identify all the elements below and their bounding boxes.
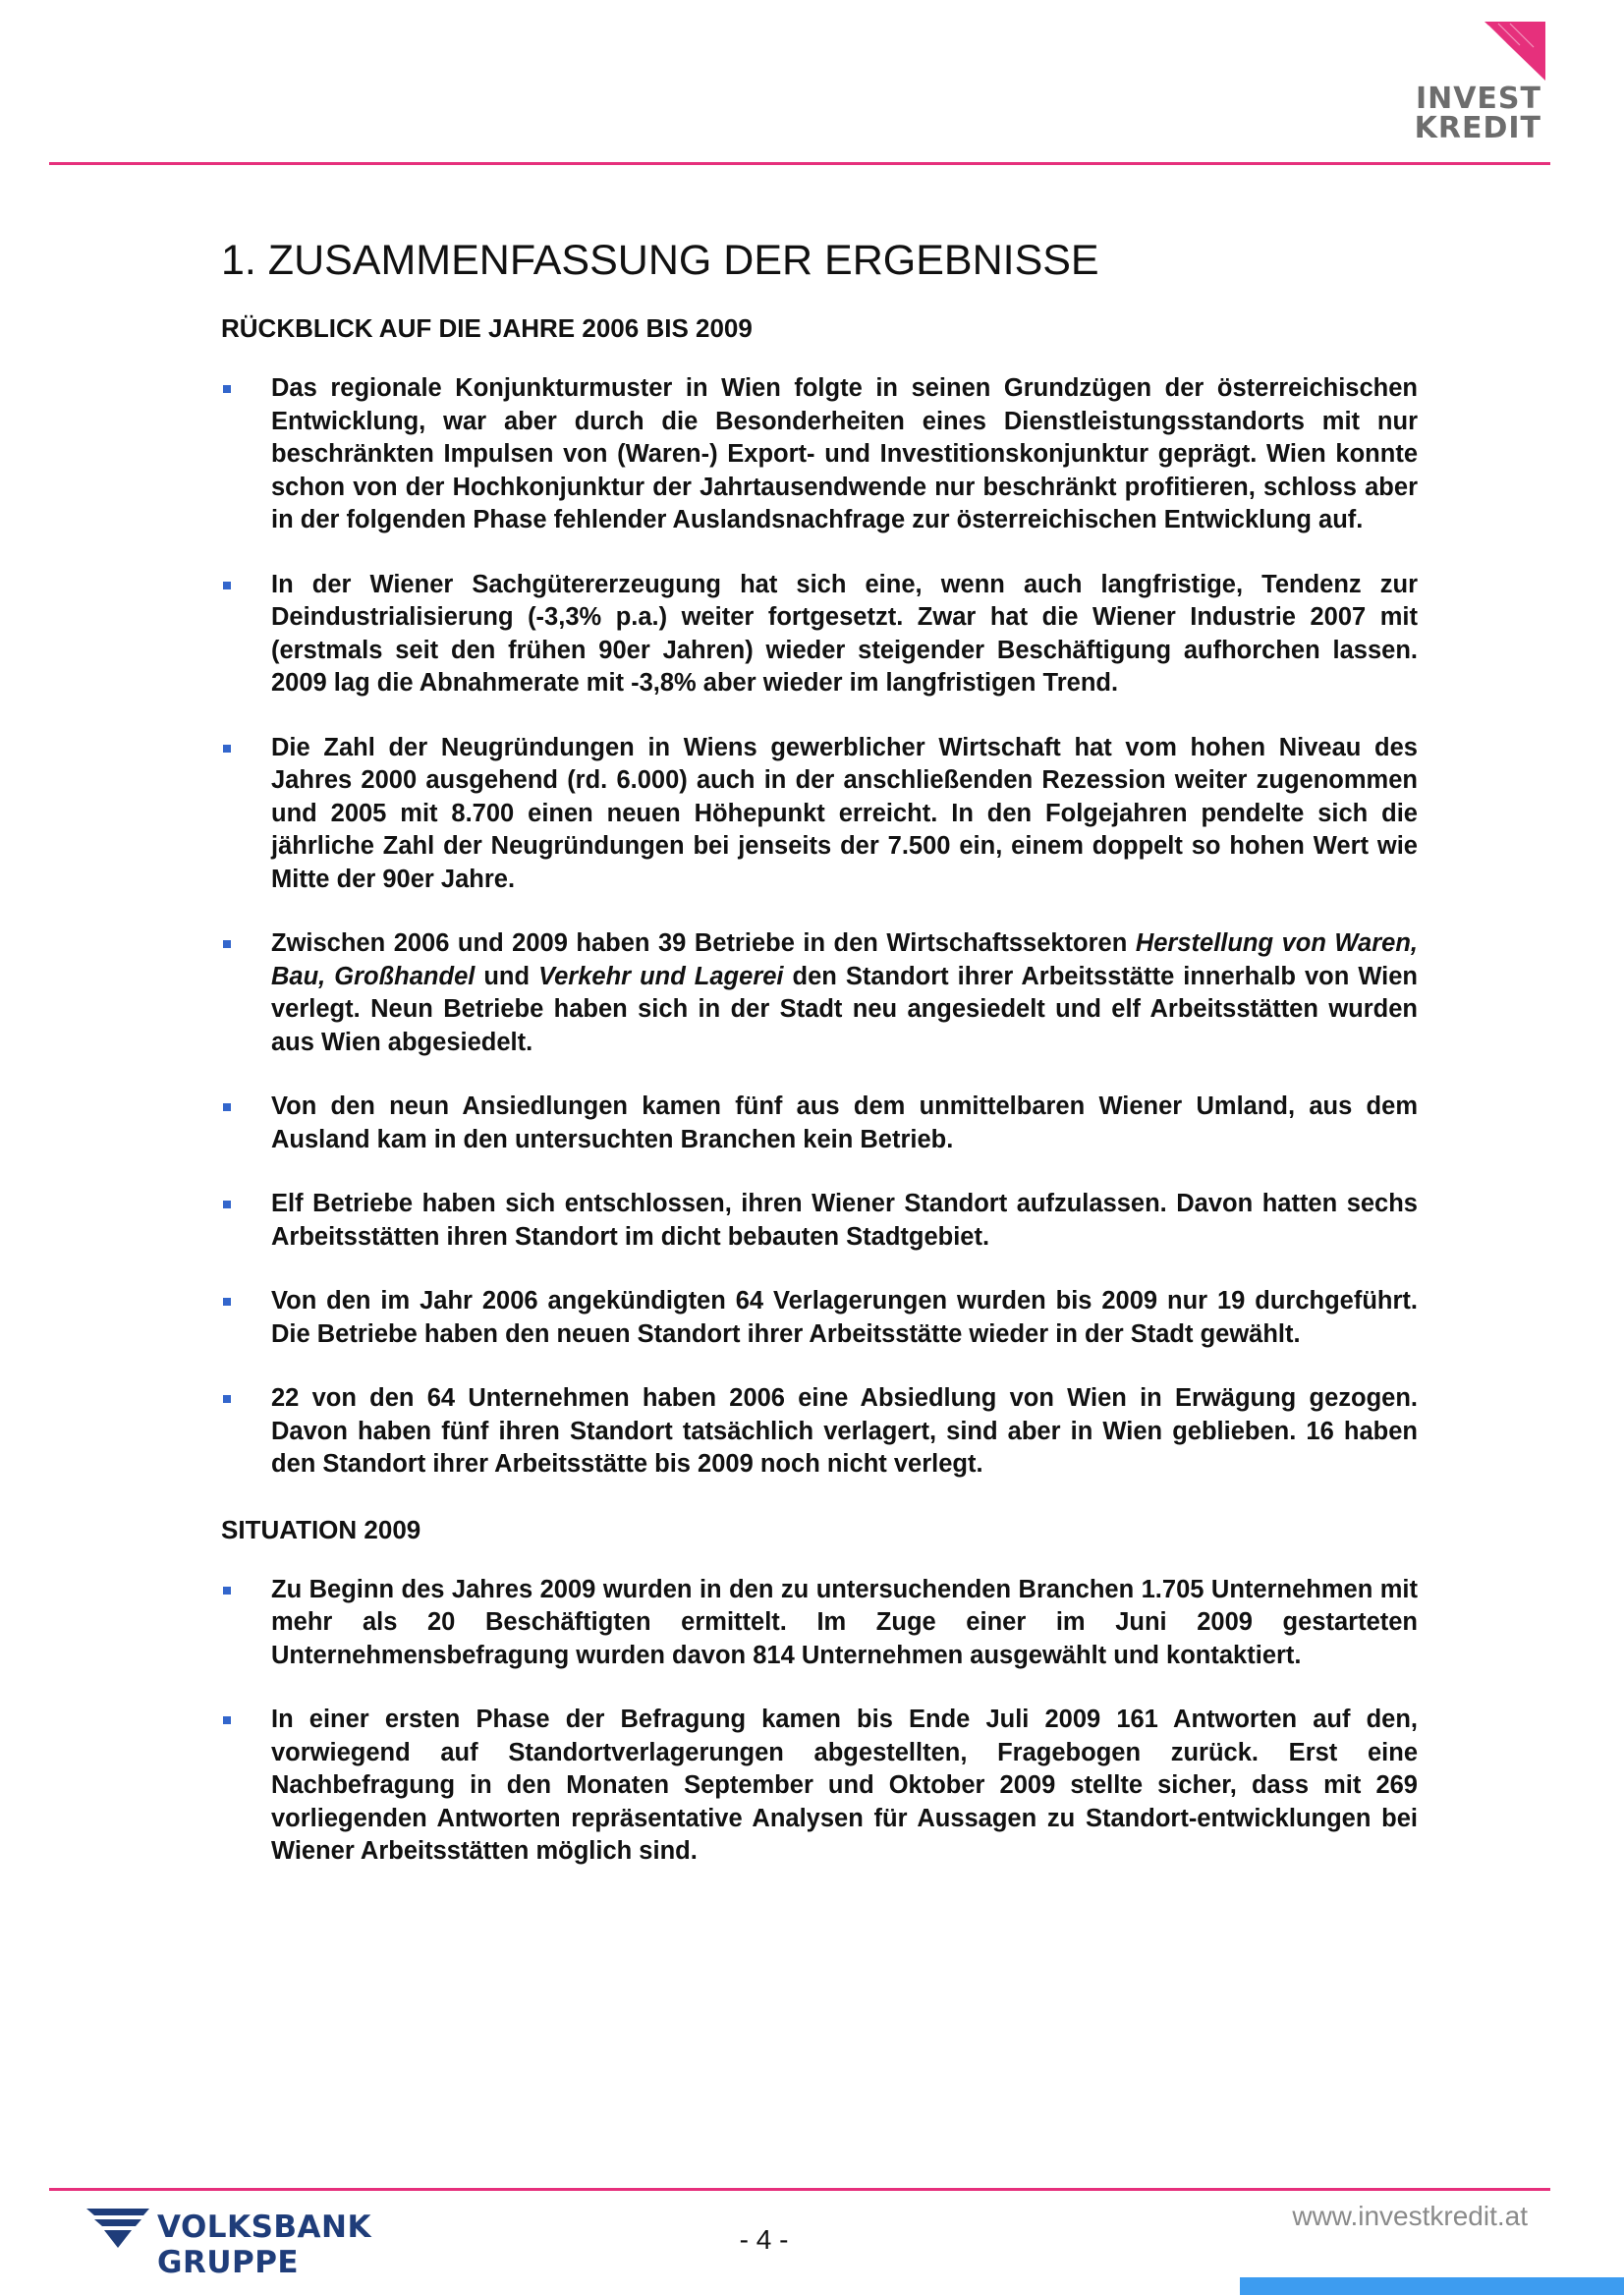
footer-divider <box>49 2188 1550 2191</box>
volksbank-brand-text: VOLKSBANK GRUPPE <box>157 2210 371 2280</box>
logo-text-invest: INVEST <box>1415 82 1541 116</box>
list-item-text: Die Zahl der Neugründungen in Wiens gewerblicher Wirtschaft hat vom hohen Niveau des Jahres 2000 ausgehend (rd. 6.000) auch in der anschließenden Rezession weiter zugenommen und 2005 mit 8.700 einen neuen Höhepunkt erreicht. In den Folgejahren pendelte sich die jährliche Zahl der Neugründungen bei jenseits der 7.500 ein, einem doppelt so hohen Wert wie Mitte der 90er Jahre. <box>271 733 1418 893</box>
rueckblick-list <box>221 372 1418 1482</box>
logo-text-kredit: KREDIT <box>1414 111 1541 145</box>
list-item <box>221 1091 1418 1156</box>
list-item-text: 22 von den 64 Unternehmen haben 2006 eine Absiedlung von Wien in Erwägung gezogen. Davon haben fünf ihren Standort tatsächlich verlagert, sind aber in Wien geblieben. 16 haben den Standort ihrer Arbeitsstätte bis 2009 noch nicht verlegt. <box>271 1384 1418 1478</box>
investkredit-logo <box>1398 22 1545 144</box>
bullet-square-icon <box>223 1716 231 1724</box>
bullet-square-icon <box>223 1587 231 1595</box>
list-item <box>221 1285 1418 1351</box>
bullet-square-icon <box>223 385 231 393</box>
list-item <box>221 569 1418 700</box>
list-item-text: Zu Beginn des Jahres 2009 wurden in den zu untersuchenden Branchen 1.705 Unternehmen mit mehr als 20 Beschäftigten ermittelt. Im Zuge einer im Juni 2009 gestarteten Unternehmensbefragung wurden davon 814 Unternehmen ausgewählt und kontaktiert. <box>271 1575 1418 1669</box>
list-item <box>221 1188 1418 1254</box>
list-item <box>221 1574 1418 1673</box>
section-heading-rueckblick: RÜCKBLICK AUF DIE JAHRE 2006 BIS 2009 <box>221 313 753 343</box>
list-item <box>221 927 1418 1059</box>
page-number: - 4 - <box>739 2224 789 2255</box>
bullet-square-icon <box>223 1103 231 1111</box>
list-item-text: Von den im Jahr 2006 angekündigten 64 Verlagerungen wurden bis 2009 nur 19 durchgeführt. Die Betriebe haben den neuen Standort ihrer Arbeitsstätte wieder in der Stadt gewählt. <box>271 1287 1418 1348</box>
bullet-square-icon <box>223 1298 231 1306</box>
bullet-square-icon <box>223 1201 231 1208</box>
list-item <box>221 732 1418 897</box>
header-divider <box>49 162 1550 165</box>
sector-name-italic: Verkehr und Lagerei <box>538 962 784 990</box>
list-item-text: Elf Betriebe haben sich entschlossen, ihren Wiener Standort aufzulassen. Davon hatten sechs Arbeitsstätten ihren Standort im dicht bebauten Stadtgebiet. <box>271 1190 1418 1251</box>
main-content <box>221 231 1418 1900</box>
bullet-square-icon <box>223 745 231 753</box>
list-item <box>221 1382 1418 1482</box>
bullet-square-icon <box>223 940 231 948</box>
list-item <box>221 372 1418 537</box>
page-title: 1. ZUSAMMENFASSUNG DER ERGEBNISSE <box>221 237 1099 284</box>
list-item-text: In der Wiener Sachgütererzeugung hat sich eine, wenn auch langfristige, Tendenz zur Deindustrialisierung (-3,3% p.a.) weiter fortgesetzt. Zwar hat die Wiener Industrie 2007 mit (erstmals seit den frühen 90er Jahren) wieder steigender Beschäftigung aufhorchen lassen. 2009 lag die Abnahmerate mit -3,8% aber wieder im langfristigen Trend. <box>271 570 1418 697</box>
bullet-square-icon <box>223 582 231 589</box>
list-item-text: Zwischen 2006 und 2009 haben 39 Betriebe in den Wirtschaftssektoren Herstellung von Waren, Bau, Großhandel und Verkehr und Lagerei den Standort ihrer Arbeitsstätte innerhalb von Wien verlegt. Neun Betriebe haben sich in der Stadt neu angesiedelt und elf Arbeitsstätten wurden aus Wien abgesiedelt. <box>271 929 1418 1056</box>
list-item-text: Das regionale Konjunkturmuster in Wien folgte in seinen Grundzügen der österreichischen Entwicklung, war aber durch die Besonderheiten eines Dienstleistungsstandorts mit nur beschränkten Impulsen von (Waren-) Export- und Investitionskonjunktur geprägt. Wien konnte schon von der Hochkonjunktur der Jahrtausendwende nur beschränkt profitieren, schloss aber in der folgenden Phase fehlender Auslandsnachfrage zur österreichischen Entwicklung auf. <box>271 374 1418 533</box>
section-heading-situation: SITUATION 2009 <box>221 1514 421 1544</box>
list-item-text: Von den neun Ansiedlungen kamen fünf aus dem unmittelbaren Wiener Umland, aus dem Ausland kam in den untersuchten Branchen kein Betrieb. <box>271 1092 1418 1153</box>
investkredit-logo-mark-icon <box>1484 22 1545 81</box>
situation-list <box>221 1574 1418 1869</box>
bullet-square-icon <box>223 1395 231 1403</box>
footer-url-link[interactable]: www.investkredit.at <box>1292 2201 1528 2231</box>
corner-accent-bar <box>1240 2277 1624 2295</box>
sector-names-italic: Herstellung von Waren, Bau, Großhandel <box>271 929 1418 990</box>
list-item-text: In einer ersten Phase der Befragung kamen bis Ende Juli 2009 161 Antworten auf den, vorwiegend auf Standortverlagerungen abgestellten, Fragebogen zurück. Erst eine Nachbefragung in den Monaten September und Oktober 2009 stellte sicher, dass mit 269 vorliegenden Antworten repräsentative Analysen für Aussagen zu Standort-entwicklungen bei Wiener Arbeitsstätten möglich sind. <box>271 1706 1418 1865</box>
list-item <box>221 1704 1418 1869</box>
